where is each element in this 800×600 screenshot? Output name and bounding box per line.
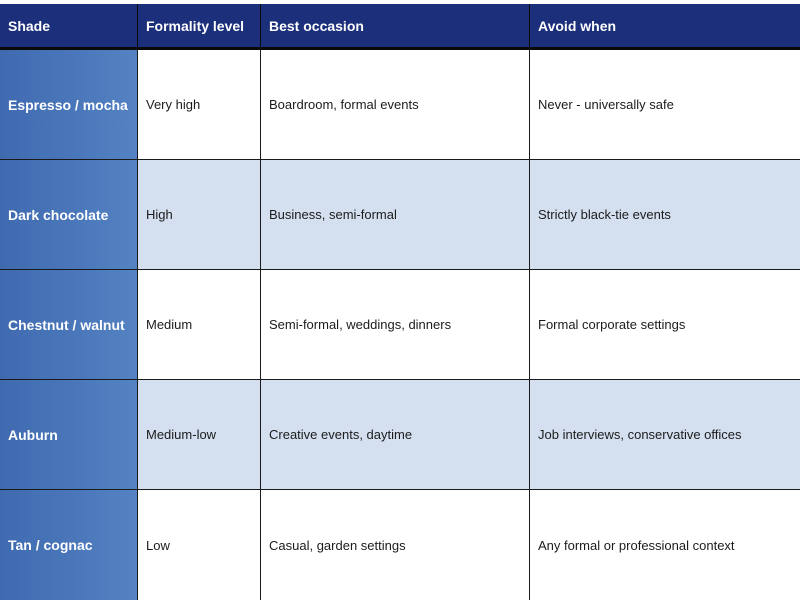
row-shade-cell: Chestnut / walnut: [0, 270, 138, 380]
row-shade-cell: Dark chocolate: [0, 160, 138, 270]
row-formality-cell: Very high: [138, 50, 261, 160]
row-shade-cell: Tan / cognac: [0, 490, 138, 600]
header-best-occasion: Best occasion: [261, 4, 530, 50]
header-avoid-when: Avoid when: [530, 4, 800, 50]
row-avoid-cell: Strictly black-tie events: [530, 160, 800, 270]
row-avoid-cell: Never - universally safe: [530, 50, 800, 160]
row-formality-cell: Low: [138, 490, 261, 600]
row-formality-cell: High: [138, 160, 261, 270]
row-shade-cell: Espresso / mocha: [0, 50, 138, 160]
row-avoid-cell: Formal corporate settings: [530, 270, 800, 380]
row-formality-cell: Medium-low: [138, 380, 261, 490]
row-shade-cell: Auburn: [0, 380, 138, 490]
row-occasion-cell: Casual, garden settings: [261, 490, 530, 600]
row-avoid-cell: Any formal or professional context: [530, 490, 800, 600]
row-occasion-cell: Creative events, daytime: [261, 380, 530, 490]
row-occasion-cell: Boardroom, formal events: [261, 50, 530, 160]
row-formality-cell: Medium: [138, 270, 261, 380]
shade-formality-table: [0, 4, 800, 600]
row-occasion-cell: Semi-formal, weddings, dinners: [261, 270, 530, 380]
row-avoid-cell: Job interviews, conservative offices: [530, 380, 800, 490]
header-shade: Shade: [0, 4, 138, 50]
header-formality-level: Formality level: [138, 4, 261, 50]
row-occasion-cell: Business, semi-formal: [261, 160, 530, 270]
